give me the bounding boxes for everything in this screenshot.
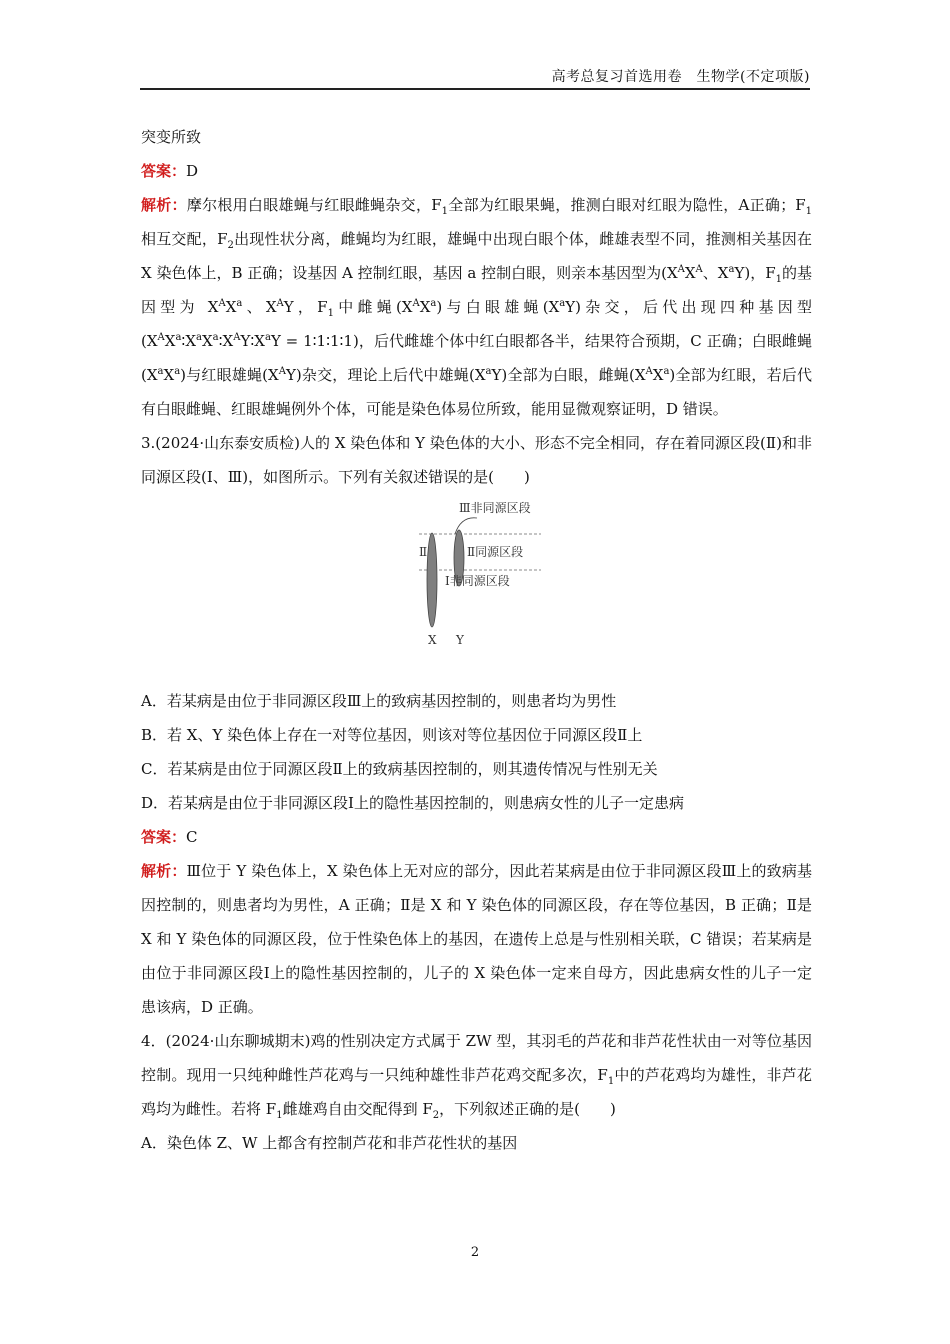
- label-x: X: [428, 633, 437, 647]
- paragraph-8: [141, 786, 812, 820]
- text-run: Y∶X: [240, 332, 265, 350]
- text-run: 4．(2024·山东聊城期末)鸡的性别决定方式属于 ZW 型，其羽毛的芦花和非芦花性状由一对等位基因控制。现用一只纯种雌性芦花鸡与一只纯种雄性非芦花鸡交配多次，F: [141, 1032, 812, 1084]
- text-run: a: [559, 298, 566, 309]
- label-y: Y: [456, 633, 464, 647]
- text-run: a: [264, 332, 271, 343]
- label-region-ii: Ⅱ同源区段: [467, 545, 524, 559]
- text-run: ∶X: [181, 332, 197, 350]
- text-run: X: [225, 298, 237, 316]
- text-run: 的基因型为 X: [141, 264, 812, 316]
- document-body: [141, 120, 812, 1160]
- text-run: C: [186, 828, 198, 846]
- text-run: 中雌蝇(X: [333, 298, 413, 316]
- text-run: )全部为红眼，若后代有白眼雌蝇、红眼雄蝇例外个体，可能是染色体易位所致，能用显微观察证明，D 错误。: [141, 366, 812, 418]
- text-run: A: [412, 298, 420, 309]
- text-run: A．染色体 Z、W 上都含有控制芦花和非芦花性状的基因: [141, 1134, 518, 1152]
- page-header: [140, 66, 810, 90]
- text-run: Y = 1∶1∶1∶1)，后代雌雄个体中红白眼都各半，结果符合预期，C 正确；白眼雌蝇(X: [141, 332, 812, 384]
- text-run: 突变所致: [141, 128, 202, 146]
- text-run: Ⅲ位于 Y 染色体上，X 染色体上无对应的部分，因此若某病是由位于非同源区段Ⅲ上的致病基因控制的，则患者均为男性，A 正确；Ⅱ是 X 和 Y 染色体的同源区段，存在等位基因，B 正确；Ⅱ是 X 和 Y 染色体的同源区段，位于性染色体上的基因，在遗传上总是与性别相关联，C 错误；若某病是由位于非同源区段Ⅰ上的隐性基因控制的，儿子的 X 染色体一定来自母方，因此患病女性的儿子一定患该病，D 正确。: [141, 862, 812, 1016]
- text-run: X: [164, 332, 176, 350]
- text-run: X: [684, 264, 696, 282]
- paragraph-6: [141, 718, 812, 752]
- text-run: 1: [441, 206, 449, 217]
- xy-chromosome-diagram: [411, 498, 551, 678]
- paragraph-10: [141, 854, 812, 1024]
- text-run: 雌雄鸡自由交配得到 F: [282, 1100, 433, 1118]
- text-run: 中的芦花鸡均为雄性，非芦花鸡均为雌性。若将 F: [141, 1066, 812, 1118]
- text-run: 相互交配，F: [141, 230, 228, 248]
- paragraph-2: [141, 188, 812, 426]
- label-region-i: Ⅰ非同源区段: [445, 574, 510, 588]
- text-run: Y)杂交，理论上后代中雄蝇(X: [285, 366, 486, 384]
- text-run: 1: [276, 1110, 283, 1121]
- text-run: 、X: [242, 298, 277, 316]
- text-run: X: [201, 332, 213, 350]
- text-run: B．若 X、Y 染色体上存在一对等位基因，则该对等位基因位于同源区段Ⅱ上: [141, 726, 643, 744]
- text-run: 全部为红眼果蝇，推测白眼对红眼为隐性，A正确；F: [448, 196, 806, 214]
- text-run: 、X: [702, 264, 729, 282]
- text-run: A: [278, 366, 286, 377]
- text-run: 1: [607, 1076, 615, 1087]
- paragraph-5: [141, 684, 812, 718]
- text-run: a: [485, 366, 492, 377]
- text-run: 出现性状分离，雌蝇均为红眼，雄蝇中出现白眼个体，雌雄表型不同，推测相关基因在 X 染色体上，B 正确；设基因 A 控制红眼，基因 a 控制白眼，则亲本基因型为(X: [141, 230, 812, 282]
- text-run: a: [212, 332, 219, 343]
- text-run: a: [157, 366, 164, 377]
- answer-label: 解析：: [141, 862, 187, 880]
- paragraph-0: [141, 120, 812, 154]
- text-run: A: [276, 298, 284, 309]
- text-run: ，下列叙述正确的是( ): [439, 1100, 616, 1118]
- text-run: A: [695, 264, 703, 275]
- page-number: 2: [470, 1245, 480, 1260]
- text-run: X: [652, 366, 664, 384]
- text-run: 摩尔根用白眼雄蝇与红眼雌蝇杂交，F: [186, 196, 442, 214]
- text-run: Y)全部为白眼，雌蝇(X: [491, 366, 646, 384]
- text-run: a: [196, 332, 202, 343]
- answer-label: 答案：: [141, 828, 187, 846]
- text-run: a: [728, 264, 735, 275]
- text-run: 1: [805, 206, 812, 217]
- text-run: Y，F: [283, 298, 328, 316]
- answer-label: 解析：: [141, 196, 187, 214]
- text-run: )与白眼雄蝇(X: [436, 298, 560, 316]
- answer-label: 答案：: [141, 162, 187, 180]
- text-run: 1: [775, 274, 782, 285]
- header-title: 高考总复习首选用卷 生物学(不定项版): [551, 69, 810, 85]
- text-run: a: [175, 332, 182, 343]
- text-run: Y)，F: [734, 264, 776, 282]
- text-run: 1: [327, 308, 334, 319]
- text-run: )与红眼雄蝇(X: [180, 366, 279, 384]
- paragraph-7: [141, 752, 812, 786]
- text-run: 3.(2024·山东泰安质检)人的 X 染色体和 Y 染色体的大小、形态不完全相同，存在着同源区段(Ⅱ)和非同源区段(Ⅰ、Ⅲ)，如图所示。下列有关叙述错误的是( ): [141, 434, 812, 486]
- paragraph-1: [141, 154, 812, 188]
- text-run: ∶X: [218, 332, 234, 350]
- x-chromosome: [427, 533, 437, 627]
- text-run: A: [645, 366, 653, 377]
- text-run: a: [430, 298, 437, 309]
- text-run: A．若某病是由位于非同源区段Ⅲ上的致病基因控制的，则患者均为男性: [141, 692, 617, 710]
- text-run: Y)杂交，后代出现四种基因型(X: [141, 298, 812, 350]
- text-run: C．若某病是由位于同源区段Ⅱ上的致病基因控制的，则其遗传情况与性别无关: [141, 760, 658, 778]
- text-run: D: [186, 162, 199, 180]
- chromosome-figure: [141, 498, 812, 678]
- text-run: a: [663, 366, 670, 377]
- paragraph-3: [141, 426, 812, 494]
- text-run: a: [174, 366, 181, 377]
- text-run: D．若某病是由位于非同源区段Ⅰ上的隐性基因控制的，则患病女性的儿子一定患病: [141, 794, 684, 812]
- paragraph-9: [141, 820, 812, 854]
- paragraph-12: [141, 1126, 812, 1160]
- text-run: A: [218, 298, 226, 309]
- paragraph-11: [141, 1024, 812, 1126]
- text-run: A: [677, 264, 685, 275]
- text-run: X: [419, 298, 431, 316]
- text-run: 2: [432, 1110, 440, 1121]
- text-run: 2: [227, 240, 234, 251]
- text-run: A: [233, 332, 241, 343]
- text-run: a: [236, 298, 243, 309]
- label-region-iii: Ⅲ非同源区段: [459, 501, 531, 515]
- text-run: X: [163, 366, 175, 384]
- text-run: A: [157, 332, 165, 343]
- label-region-ii-left: Ⅱ: [419, 545, 428, 559]
